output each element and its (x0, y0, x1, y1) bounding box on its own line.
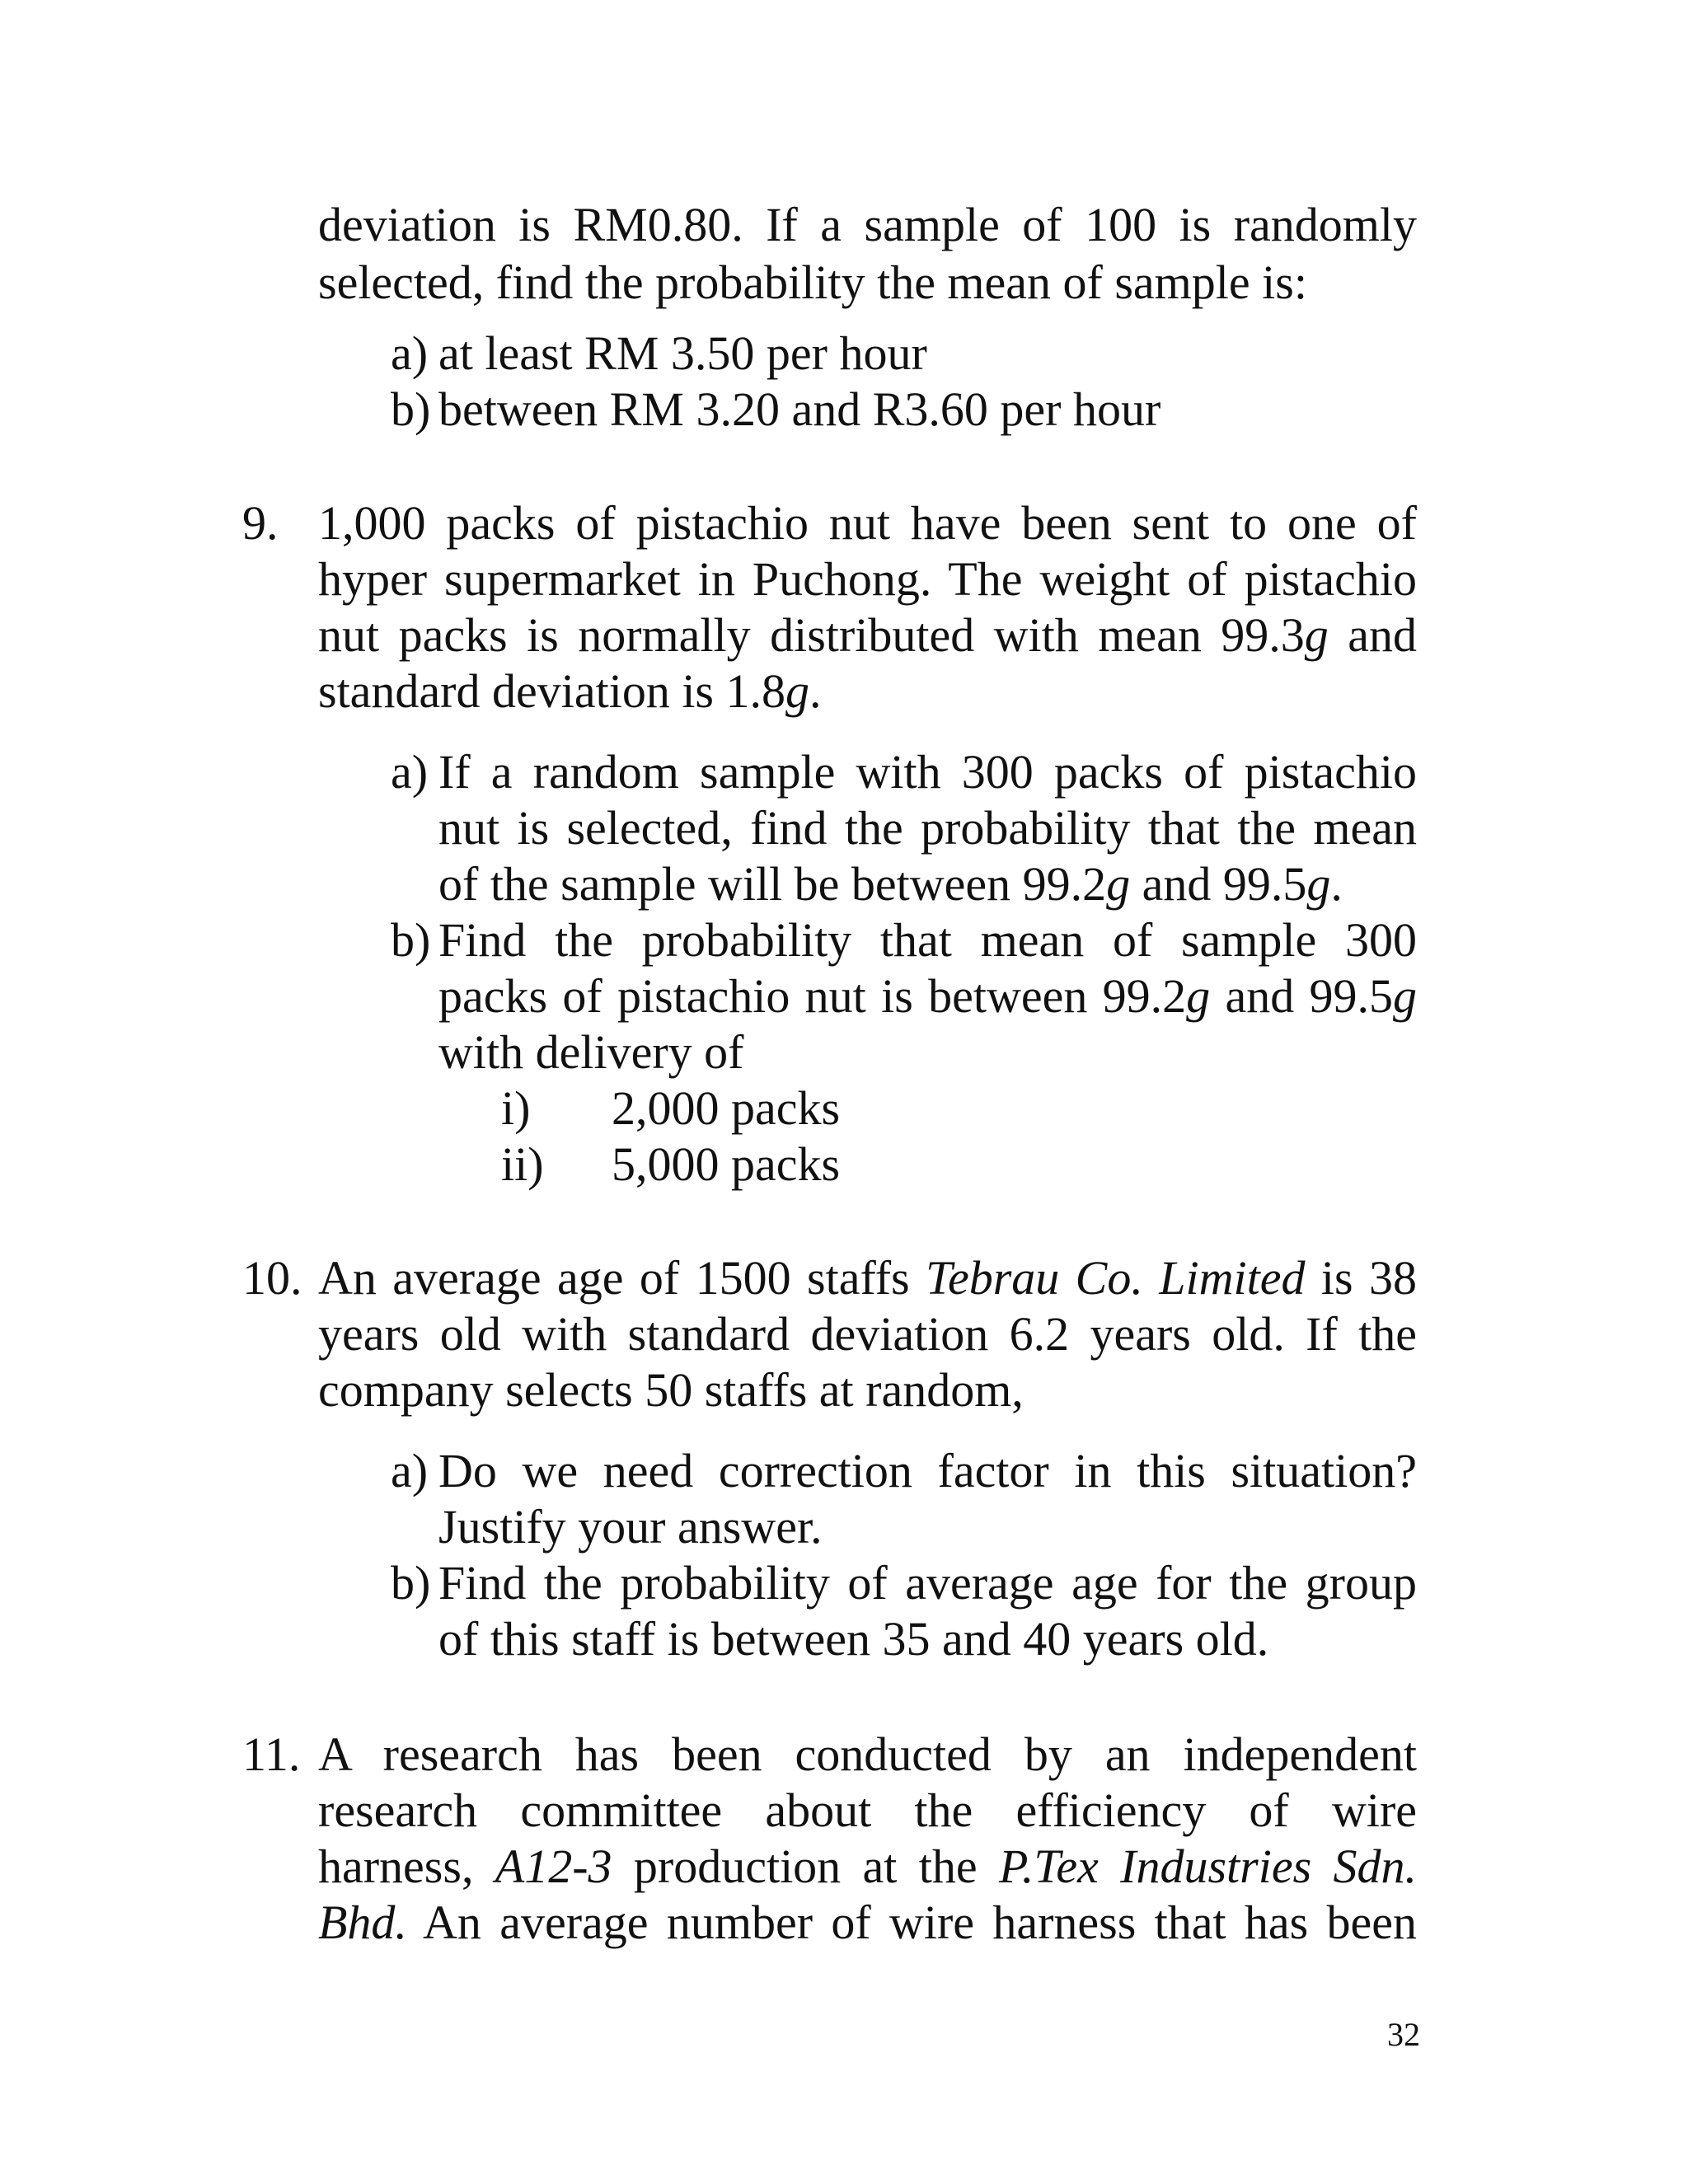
text-line: selected, find the probability the mean of sample is: (318, 255, 1307, 309)
question-number: 9. (242, 496, 279, 550)
text-line: with delivery of (438, 1025, 744, 1079)
text-line: Find the probability of average age for the group (438, 1556, 1417, 1610)
sub-part-text: 2,000 packs (612, 1081, 841, 1135)
part-label: b) (391, 913, 431, 967)
text-line: An average age of 1500 staffs Tebrau Co. Limited is 38 (318, 1251, 1418, 1305)
text-line: 1,000 packs of pistachio nut have been sent to one of (318, 496, 1417, 550)
text-line: Find the probability that mean of sample 300 (438, 913, 1417, 967)
text-line: Do we need correction factor in this situation? (438, 1444, 1417, 1497)
part-label: b) (391, 1556, 431, 1610)
text-line: Bhd. An average number of wire harness that has been (318, 1896, 1417, 1949)
text-line: research committee about the efficiency of wire (318, 1783, 1417, 1837)
text-line: nut packs is normally distributed with mean 99.3g and (318, 608, 1418, 662)
text-line: standard deviation is 1.8g. (318, 664, 822, 718)
sub-part-label: i) (501, 1081, 531, 1135)
part-label: a) (391, 326, 429, 380)
text-line: years old with standard deviation 6.2 years old. If the (318, 1307, 1417, 1361)
part-label: a) (391, 1444, 429, 1497)
question-number: 11. (242, 1727, 301, 1781)
text-line: A research has been conducted by an independent (318, 1727, 1417, 1781)
text-line: company selects 50 staffs at random, (318, 1363, 1024, 1417)
text-line: nut is selected, find the probability that the mean (438, 801, 1417, 855)
text-line: If a random sample with 300 packs of pistachio (438, 745, 1417, 799)
text-line: of this staff is between 35 and 40 years old. (438, 1612, 1269, 1666)
text-line: packs of pistachio nut is between 99.2g and 99.5g (438, 969, 1417, 1023)
text-line: of the sample will be between 99.2g and 99.5g. (438, 857, 1343, 911)
sub-part-label: ii) (501, 1137, 544, 1191)
part-text: between RM 3.20 and R3.60 per hour (438, 382, 1161, 436)
part-label: b) (391, 382, 431, 436)
text-line: harness, A12-3 production at the P.Tex Industries Sdn. (318, 1840, 1417, 1893)
text-line: hyper supermarket in Puchong. The weight of pistachio (318, 552, 1417, 606)
text-line: Justify your answer. (438, 1500, 823, 1554)
sub-part-text: 5,000 packs (612, 1137, 841, 1191)
page-number: 32 (1387, 2016, 1420, 2053)
part-label: a) (391, 745, 429, 799)
part-text: at least RM 3.50 per hour (438, 326, 927, 380)
text-line: deviation is RM0.80. If a sample of 100 is randomly (318, 198, 1417, 251)
question-number: 10. (242, 1251, 302, 1305)
